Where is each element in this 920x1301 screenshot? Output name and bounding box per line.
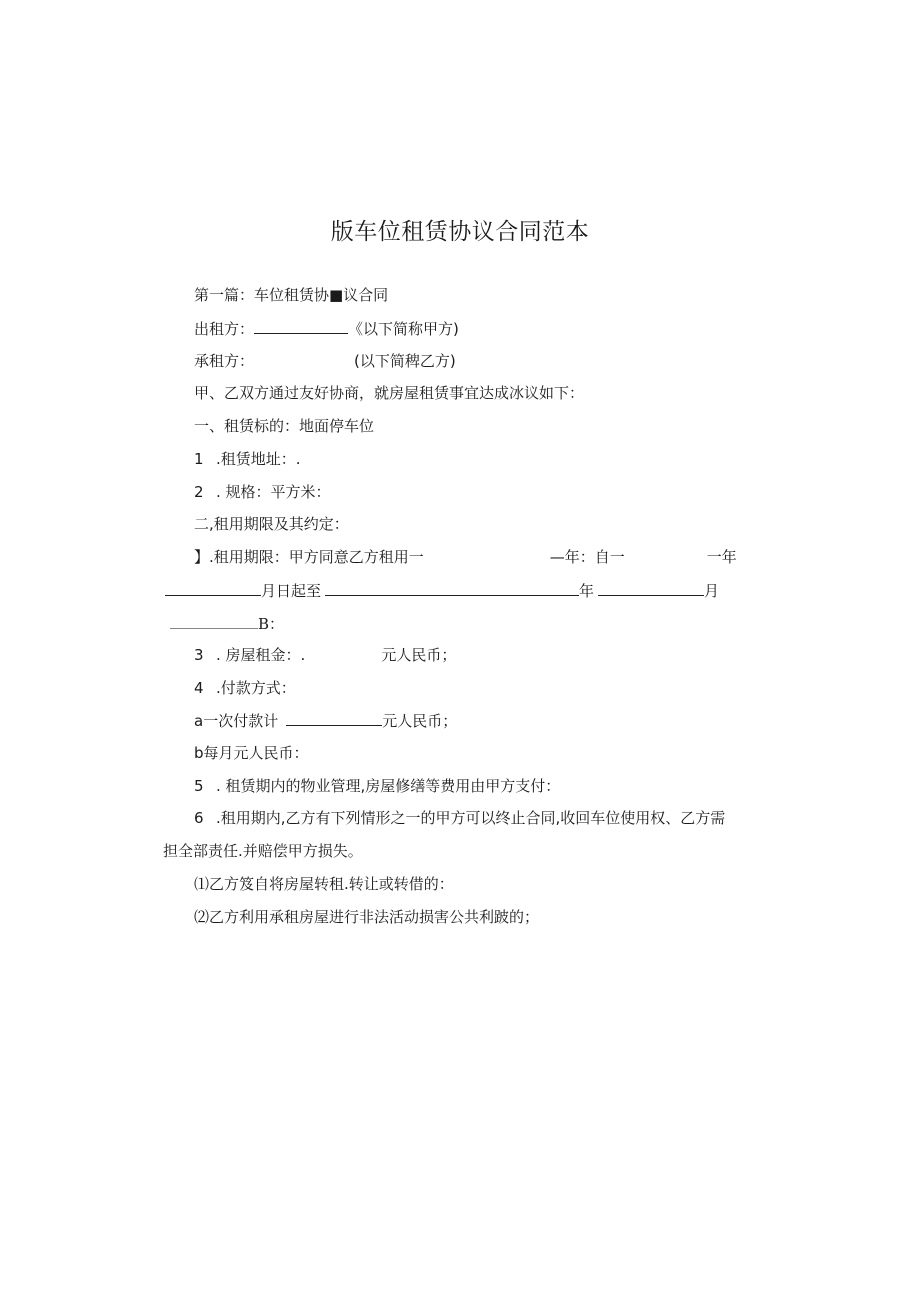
item5-text: . 租赁期内的物业管理,房屋修缮等费用由甲方支付： (216, 777, 561, 795)
section2-heading: 二,租用期限及其约定： (194, 515, 349, 533)
document-title: 版车位租赁协议合同范本 (330, 219, 590, 245)
end-year-blank (325, 579, 579, 596)
condition-1: ⑴乙方笈自将房屋转租.转让或转借的： (194, 875, 454, 893)
item5 (194, 775, 560, 797)
date-line-end (170, 612, 284, 635)
term-text-a: 】.租用期限：甲方同意乙方租用一 (194, 548, 424, 566)
lessee-line (194, 350, 456, 372)
item6 (194, 807, 725, 829)
item6-continuation: 担全部责任.并赔偿甲方损失。 (163, 842, 363, 860)
section1-heading: 一、租赁标的：地面停车位 (194, 417, 375, 435)
payment-a-unit: 元人民币； (382, 712, 458, 730)
item3-text: . 房屋租金：. (216, 646, 306, 664)
item4-text: .付款方式： (216, 679, 296, 697)
term-line (194, 546, 737, 568)
lessee-label: 承租方： (194, 352, 255, 370)
chapter-heading: 第一篇：车位租赁协■议合同 (194, 286, 389, 304)
item5-number: 5 (194, 777, 204, 795)
payment-a-blank (286, 709, 382, 726)
date-text-b: 年 (579, 582, 595, 600)
end-day-blank (170, 612, 258, 629)
lessor-suffix: 《以下简称甲方) (348, 320, 459, 338)
item2-number: 2 (194, 483, 204, 501)
lessee-suffix: (以下简稗乙方) (354, 352, 456, 370)
condition-2: ⑵乙方利用承租房屋进行非法活动损害公共利跛的； (194, 908, 540, 926)
payment-a-prefix: a一次付款计 (194, 712, 279, 730)
item2-text: . 规格：平方米： (216, 483, 331, 501)
date-text-d: B： (258, 615, 285, 633)
start-month-blank (165, 579, 261, 596)
date-text-c: 月 (704, 582, 720, 600)
item3-unit: 元人民币； (381, 646, 457, 664)
item3-number: 3 (194, 646, 204, 664)
item6-number: 6 (194, 809, 204, 827)
item6-text: .租用期内,乙方有下列情形之一的甲方可以终止合同,收回车位使用权、乙方需 (216, 809, 726, 827)
item3 (194, 644, 456, 666)
lessor-line (194, 317, 459, 340)
date-text-a: 月日起至 (261, 582, 322, 600)
item1-text: .租赁地址：. (216, 450, 301, 468)
term-text-b: —年：自一 (549, 548, 625, 566)
item4-number: 4 (194, 679, 204, 697)
item1 (194, 448, 301, 470)
lessor-blank (254, 317, 348, 334)
item2 (194, 481, 331, 503)
item4 (194, 677, 296, 699)
end-month-blank (598, 579, 704, 596)
term-text-c: 一年 (706, 548, 737, 566)
date-line (165, 579, 719, 602)
payment-option-a (194, 709, 457, 732)
lessor-label: 出租方： (194, 320, 255, 338)
item1-number: 1 (194, 450, 204, 468)
intro-paragraph: 甲、乙双方通过友好协商，就房屋租赁事宜达成冰议如下： (194, 384, 585, 402)
payment-option-b: b每月元人民币： (194, 744, 309, 762)
